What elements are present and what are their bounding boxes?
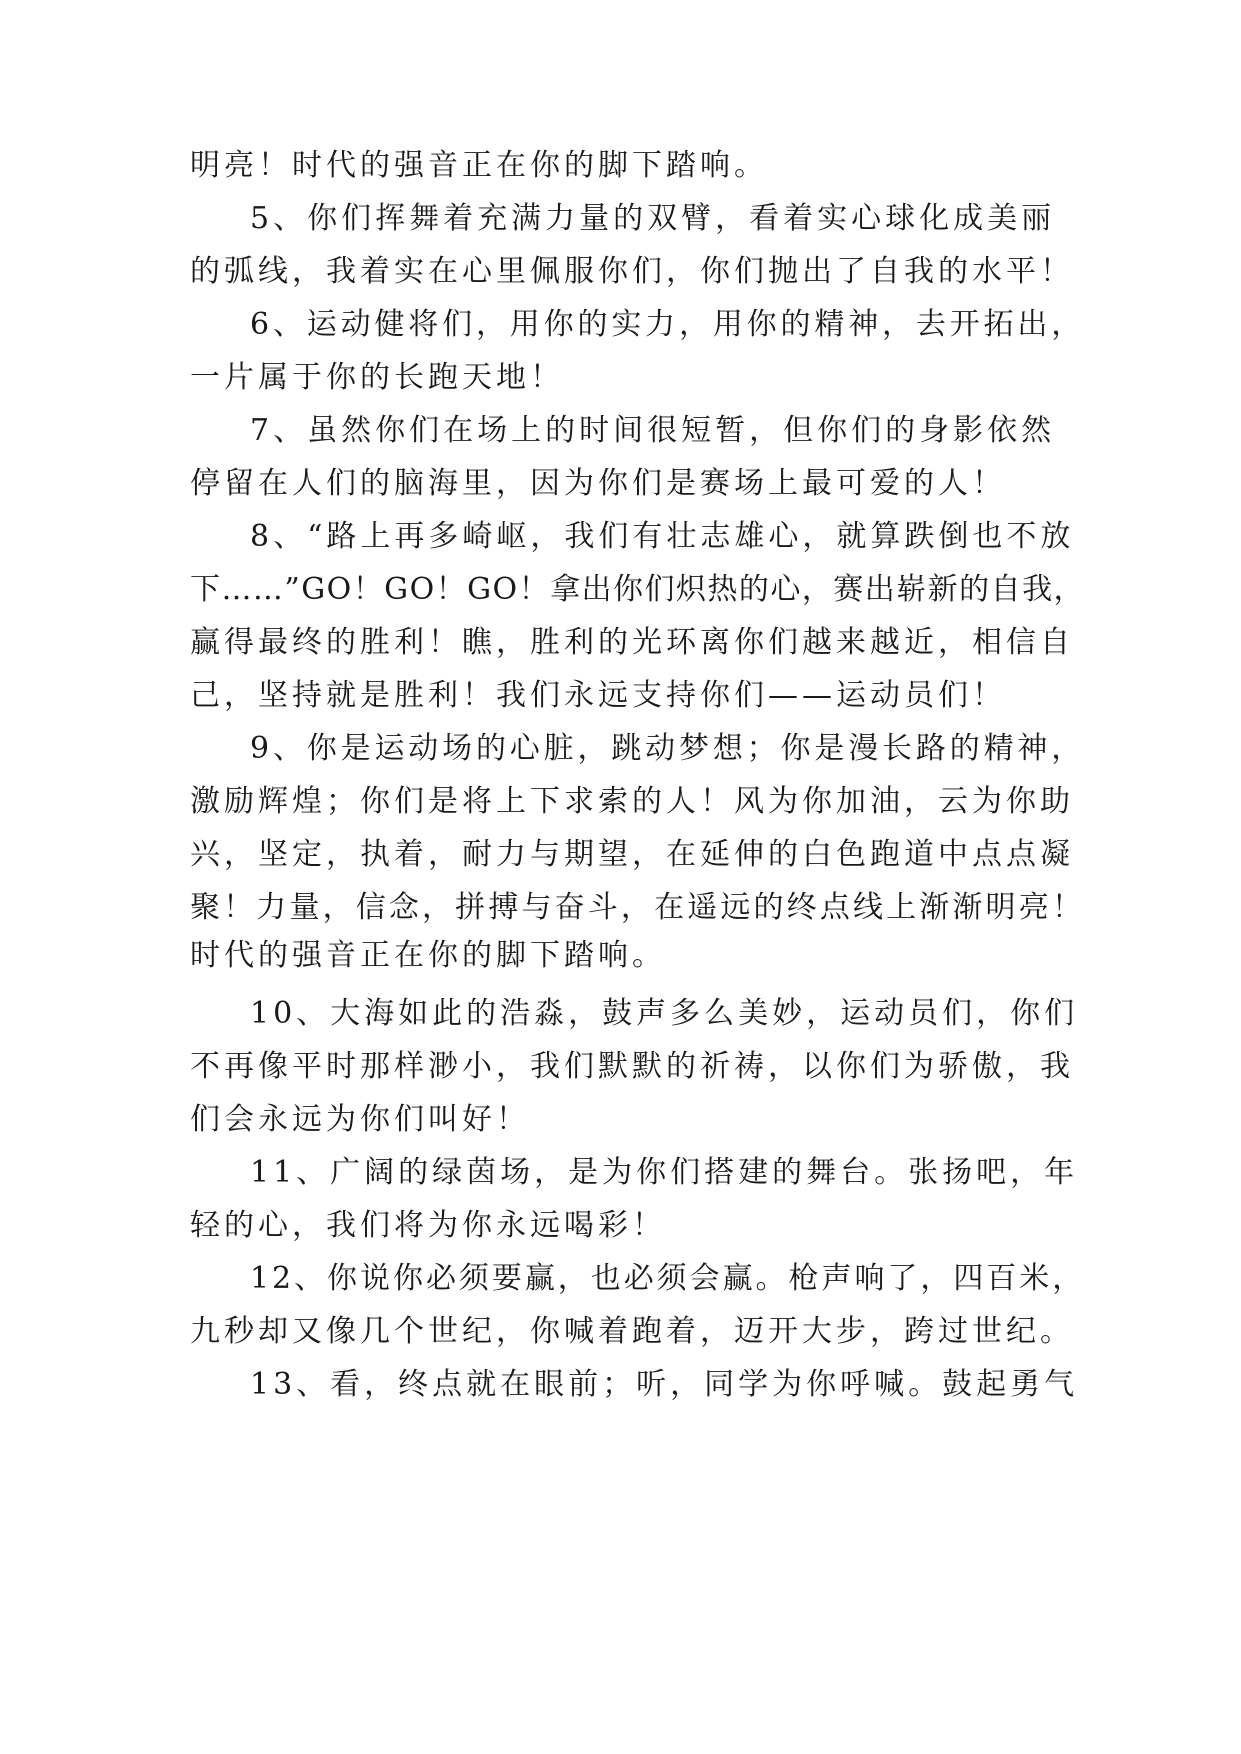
text-line	[0, 1197, 1241, 1255]
text-line	[0, 1091, 1241, 1149]
text-line	[0, 1303, 1241, 1361]
line-text: 九秒却又像几个世纪，你喊着跑着，迈开大步，跨过世纪。	[190, 1314, 1074, 1349]
line-text: 13、看，终点就在眼前；听，同学为你呼喊。鼓起勇气	[250, 1367, 1079, 1402]
text-line	[0, 773, 1241, 831]
text-line	[0, 985, 1241, 1043]
text-line	[0, 508, 1241, 566]
line-text: 6、运动健将们，用你的实力，用你的精神，去开拓出，	[250, 307, 1086, 342]
line-text: 下……”GO！GO！GO！拿出你们炽热的心，赛出崭新的自我，	[190, 572, 1086, 607]
text-line	[0, 296, 1241, 354]
line-text: 8、“路上再多崎岖，我们有壮志雄心，就算跌倒也不放	[250, 519, 1075, 554]
text-line	[0, 137, 1241, 195]
text-line	[0, 1144, 1241, 1202]
text-line	[0, 1038, 1241, 1096]
line-text: 轻的心，我们将为你永远喝彩！	[190, 1208, 666, 1243]
text-line	[0, 826, 1241, 884]
line-text: 9、你是运动场的心脏，跳动梦想；你是漫长路的精神，	[250, 731, 1086, 766]
line-text: 们会永远为你们叫好！	[190, 1102, 530, 1137]
line-text: 明亮！时代的强音正在你的脚下踏响。	[190, 148, 768, 183]
line-text: 己，坚持就是胜利！我们永远支持你们——运动员们！	[190, 678, 1006, 713]
text-line	[0, 927, 1241, 985]
text-line	[0, 349, 1241, 407]
line-text: 10、大海如此的浩淼，鼓声多么美妙，运动员们，你们	[250, 996, 1079, 1031]
line-text: 7、虽然你们在场上的时间很短暂，但你们的身影依然	[250, 413, 1056, 448]
line-text: 时代的强音正在你的脚下踏响。	[190, 938, 666, 973]
line-text: 停留在人们的脑海里，因为你们是赛场上最可爱的人！	[190, 466, 1006, 501]
line-text: 兴，坚定，执着，耐力与期望，在延伸的白色跑道中点点凝	[190, 837, 1074, 872]
line-text: 的弧线，我着实在心里佩服你们，你们抛出了自我的水平！	[190, 254, 1074, 289]
text-line	[0, 243, 1241, 301]
line-text: 不再像平时那样渺小，我们默默的祈祷，以你们为骄傲，我	[190, 1049, 1074, 1084]
text-line	[0, 455, 1241, 513]
line-text: 一片属于你的长跑天地！	[190, 360, 564, 395]
line-text: 12、你说你必须要赢，也必须会赢。枪声响了，四百米，	[250, 1261, 1086, 1296]
text-line	[0, 561, 1241, 619]
line-text: 赢得最终的胜利！瞧，胜利的光环离你们越来越近，相信自	[190, 625, 1074, 660]
text-line	[0, 667, 1241, 725]
line-text: 5、你们挥舞着充满力量的双臂，看着实心球化成美丽	[250, 201, 1056, 236]
text-line	[0, 190, 1241, 248]
line-text: 11、广阔的绿茵场，是为你们搭建的舞台。张扬吧，年	[250, 1155, 1079, 1190]
text-line	[0, 402, 1241, 460]
text-line	[0, 1356, 1241, 1414]
line-text: 聚！力量，信念，拼搏与奋斗，在遥远的终点线上渐渐明亮！	[190, 890, 1085, 925]
line-text: 激励辉煌；你们是将上下求索的人！风为你加油，云为你助	[190, 784, 1074, 819]
text-line	[0, 1250, 1241, 1308]
text-line	[0, 614, 1241, 672]
text-line	[0, 720, 1241, 778]
